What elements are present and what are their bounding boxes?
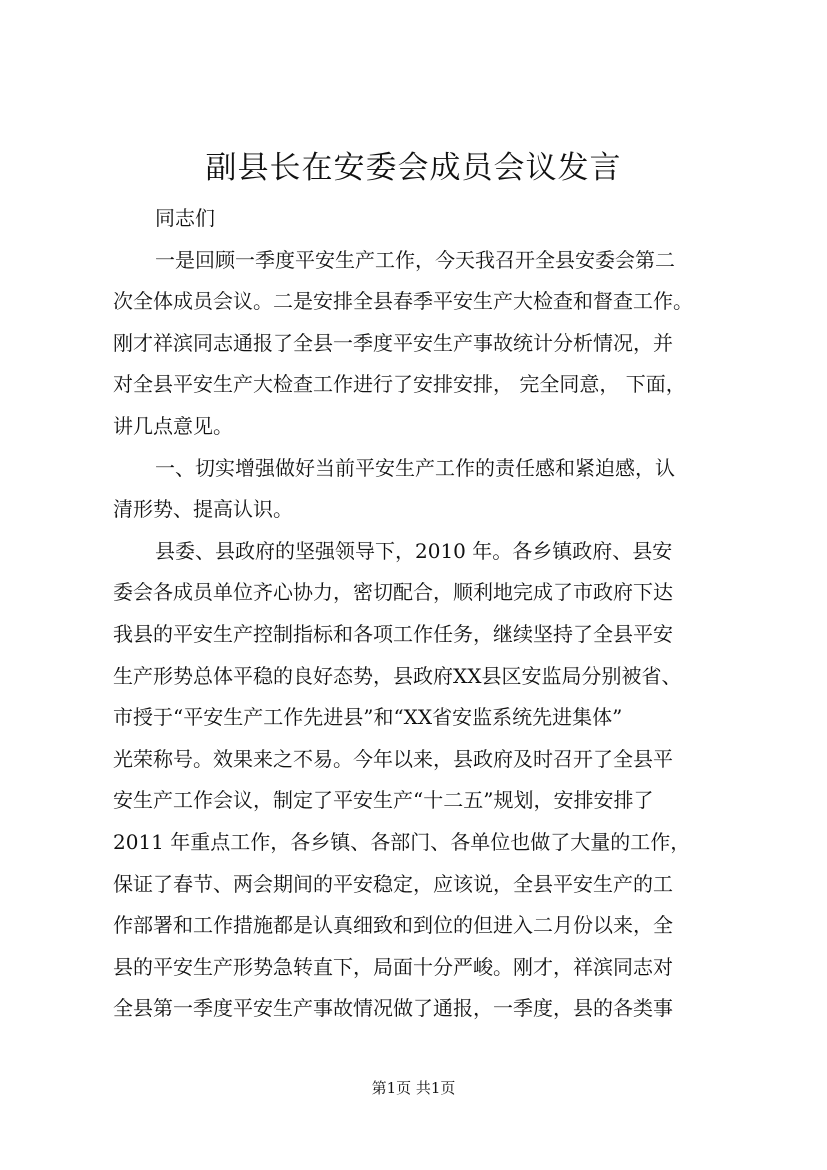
body-line: 一是回顾一季度平安生产工作，今天我召开全县安委会第二 bbox=[155, 247, 675, 272]
document-body bbox=[113, 198, 733, 1030]
body-line: 保证了春节、两会期间的平安稳定，应该说，全县平安生产的工 bbox=[113, 871, 673, 896]
body-line: 县的平安生产形势急转直下，局面十分严峻。刚才，祥滨同志对 bbox=[113, 954, 673, 979]
body-line: 生产形势总体平稳的良好态势，县政府XX县区安监局分别被省、 bbox=[113, 663, 682, 688]
body-line: 清形势、提高认识。 bbox=[113, 497, 293, 522]
body-line: 作部署和工作措施都是认真细致和到位的但进入二月份以来，全 bbox=[113, 913, 673, 938]
body-line: 对全县平安生产大检查工作进行了安排安排， 完全同意， 下面， bbox=[113, 372, 686, 397]
body-line: 一、切实增强做好当前平安生产工作的责任感和紧迫感，认 bbox=[155, 455, 675, 480]
body-line: 安生产工作会议，制定了平安生产“十二五”规划，安排安排了 bbox=[113, 788, 654, 813]
body-line: 刚才祥滨同志通报了全县一季度平安生产事故统计分析情况，并 bbox=[113, 330, 673, 355]
body-line: 市授于“平安生产工作先进县”和“XX省安监系统先进集体” bbox=[113, 705, 623, 730]
body-line: 光荣称号。效果来之不易。今年以来，县政府及时召开了全县平 bbox=[113, 746, 673, 771]
document-title: 副县长在安委会成员会议发言 bbox=[205, 150, 622, 186]
body-line: 全县第一季度平安生产事故情况做了通报，一季度，县的各类事 bbox=[113, 996, 673, 1021]
page-footer: 第1页 共1页 bbox=[371, 1079, 456, 1097]
body-line: 同志们 bbox=[155, 206, 215, 230]
body-line: 讲几点意见。 bbox=[113, 413, 233, 438]
body-line: 我县的平安生产控制指标和各项工作任务，继续坚持了全县平安 bbox=[113, 621, 673, 646]
body-line: 次全体成员会议。二是安排全县春季平安生产大检查和督查工作。 bbox=[113, 289, 693, 314]
body-line: 2011 年重点工作，各乡镇、各部门、各单位也做了大量的工作， bbox=[113, 829, 691, 854]
body-line: 县委、县政府的坚强领导下，2010 年。各乡镇政府、县安 bbox=[155, 538, 673, 563]
body-line: 委会各成员单位齐心协力，密切配合，顺利地完成了市政府下达 bbox=[113, 580, 673, 605]
